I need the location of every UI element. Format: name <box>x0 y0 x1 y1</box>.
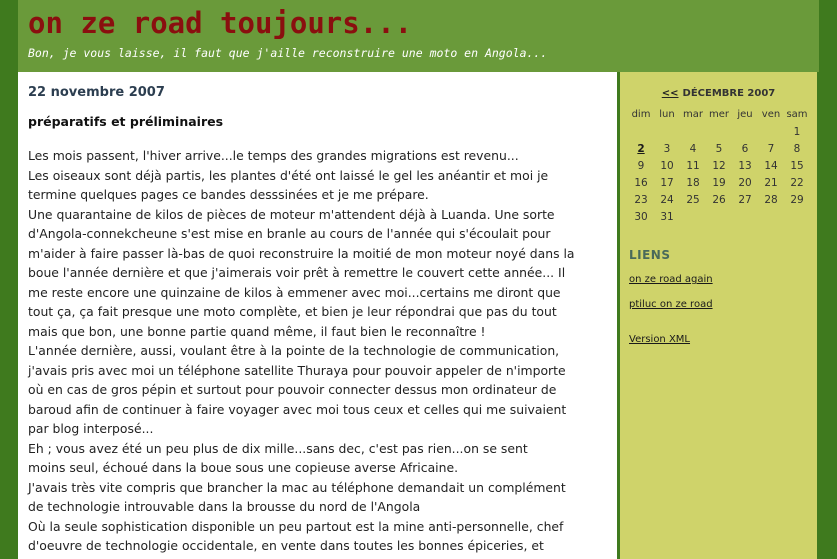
calendar-week <box>628 140 810 157</box>
calendar-day <box>628 140 654 157</box>
calendar-week <box>628 174 810 191</box>
calendar-day: 1 <box>793 125 801 138</box>
calendar-day-header: lun <box>659 109 675 120</box>
calendar-day <box>758 123 784 140</box>
calendar-day-header: mer <box>708 109 729 120</box>
calendar-day: 30 <box>634 210 648 223</box>
post-line: par blog interposé... <box>28 421 154 436</box>
calendar-day <box>654 123 680 140</box>
post-line: mais que bon, une bonne partie quand même, il faut bien le reconnaître ! <box>28 323 486 339</box>
calendar-day: 10 <box>660 159 674 172</box>
calendar-day: 9 <box>637 159 645 172</box>
calendar-day: 16 <box>634 176 648 189</box>
calendar-day <box>784 208 810 225</box>
links-title: LIENS <box>629 248 671 262</box>
post-line: j'avais pris avec moi un téléphone satellite Thuraya pour pouvoir appeler de n'importe <box>28 362 566 378</box>
calendar-day <box>706 123 732 140</box>
calendar-week <box>628 157 810 174</box>
post-line: de technologie introuvable dans la brousse du nord de l'Angola <box>28 499 421 514</box>
site-header <box>18 0 819 72</box>
calendar-month: DÉCEMBRE 2007 <box>682 88 776 99</box>
calendar-day-link[interactable]: 2 <box>637 142 645 155</box>
post-line: moins seul, échoué dans la boue sous une copieuse averse Africaine. <box>28 460 459 475</box>
calendar-day: 21 <box>764 176 778 189</box>
site-title[interactable]: on ze road toujours... <box>28 6 413 40</box>
post-line: Eh ; vous avez été un peu plus de dix mille...sans dec, c'est pas rien...on se sent <box>28 440 528 456</box>
calendar-day: 26 <box>712 193 726 206</box>
calendar-day <box>732 208 758 225</box>
calendar-day: 13 <box>738 159 752 172</box>
calendar-day <box>758 208 784 225</box>
calendar-day: 24 <box>660 193 674 206</box>
calendar-day-header: dim <box>631 109 651 120</box>
calendar-day: 23 <box>634 193 648 206</box>
post-line: J'avais très vite compris que brancher la mac au téléphone demandait un complément <box>28 479 566 495</box>
calendar-day: 6 <box>741 142 749 155</box>
post-line: termine quelques pages ce bandes desssinées et je me prépare. <box>28 187 429 202</box>
calendar-day: 15 <box>790 159 804 172</box>
calendar-day-header: ven <box>761 109 781 120</box>
calendar-day: 27 <box>738 193 752 206</box>
calendar-caption <box>620 88 817 99</box>
calendar-day <box>732 123 758 140</box>
calendar-day: 31 <box>660 210 674 223</box>
calendar-day: 28 <box>764 193 778 206</box>
post-title[interactable]: préparatifs et préliminaires <box>28 114 224 129</box>
post-line: baroud afin de continuer à faire voyager avec moi tous ceux et celles qui me suivaient <box>28 401 567 417</box>
post-line: L'année dernière, aussi, voulant être à la pointe de la technologie de communication, <box>28 343 560 358</box>
link-ptiluc-on-ze-road[interactable]: ptiluc on ze road <box>629 299 713 310</box>
calendar-day: 18 <box>686 176 700 189</box>
post-line: Où la seule sophistication disponible un peu partout est la mine anti-personnelle, chef <box>28 518 564 534</box>
calendar-day: 19 <box>712 176 726 189</box>
post-line: me reste encore une quinzaine de kilos à emmener avec moi...certains me diront que <box>28 284 561 300</box>
calendar-day: 11 <box>686 159 700 172</box>
calendar-day <box>706 208 732 225</box>
post-line: Une quarantaine de kilos de pièces de moteur m'attendent déjà à Luanda. Une sorte <box>28 206 555 222</box>
calendar-day: 20 <box>738 176 752 189</box>
calendar-week <box>628 123 810 140</box>
calendar-day: 17 <box>660 176 674 189</box>
calendar-day: 4 <box>689 142 697 155</box>
calendar-day: 7 <box>767 142 775 155</box>
calendar-day <box>628 123 654 140</box>
post-line: Les oiseaux sont déjà partis, les plantes d'été ont laissé le gel les anéantir et moi je <box>28 167 549 183</box>
calendar-day: 5 <box>715 142 723 155</box>
post-line: d'Angola-connekcheune s'est mise en branle au cours de l'année qui s'écoulait pour <box>28 226 551 241</box>
calendar-week <box>628 191 810 208</box>
calendar-day <box>680 123 706 140</box>
site-tagline: Bon, je vous laisse, il faut que j'aille reconstruire une moto en Angola... <box>28 46 548 60</box>
post-line: d'oeuvre de technologie occidentale, en vente dans toutes les bonnes épiceries, et <box>28 538 544 553</box>
calendar-day: 29 <box>790 193 804 206</box>
calendar-day-header: sam <box>786 109 808 120</box>
calendar-day: 12 <box>712 159 726 172</box>
calendar-day: 25 <box>686 193 700 206</box>
calendar-prev-link[interactable]: << <box>661 88 679 99</box>
calendar-day-header: mar <box>683 109 703 120</box>
post-date: 22 novembre 2007 <box>28 85 165 100</box>
post-line: boue l'année dernière et que j'aimerais voir prêt à remettre le couvert cette année... Il <box>28 265 566 280</box>
link-on-ze-road-again[interactable]: on ze road again <box>629 274 713 285</box>
post-line: où en cas de gros pépin et surtout pour pouvoir connecter dessus mon ordinateur de <box>28 382 557 397</box>
link-version-xml[interactable]: Version XML <box>629 334 691 345</box>
calendar <box>628 106 810 225</box>
calendar-day: 3 <box>663 142 671 155</box>
main-content <box>18 72 617 559</box>
calendar-day-header: jeu <box>737 109 753 120</box>
sidebar <box>620 72 817 559</box>
post-line: Les mois passent, l'hiver arrive...le temps des grandes migrations est revenu... <box>28 148 519 163</box>
calendar-day: 14 <box>764 159 778 172</box>
calendar-day: 22 <box>790 176 804 189</box>
post-line: tout ça, ça fait presque une moto complète, et bien je leur répondrai que pas du tout <box>28 304 557 319</box>
calendar-week <box>628 208 810 225</box>
post-body <box>28 146 608 556</box>
calendar-day: 8 <box>793 142 801 155</box>
post-line: m'aider à faire passer là-bas de quoi reconstruire la moitié de mon moteur noyé dans la <box>28 245 575 261</box>
calendar-day <box>680 208 706 225</box>
